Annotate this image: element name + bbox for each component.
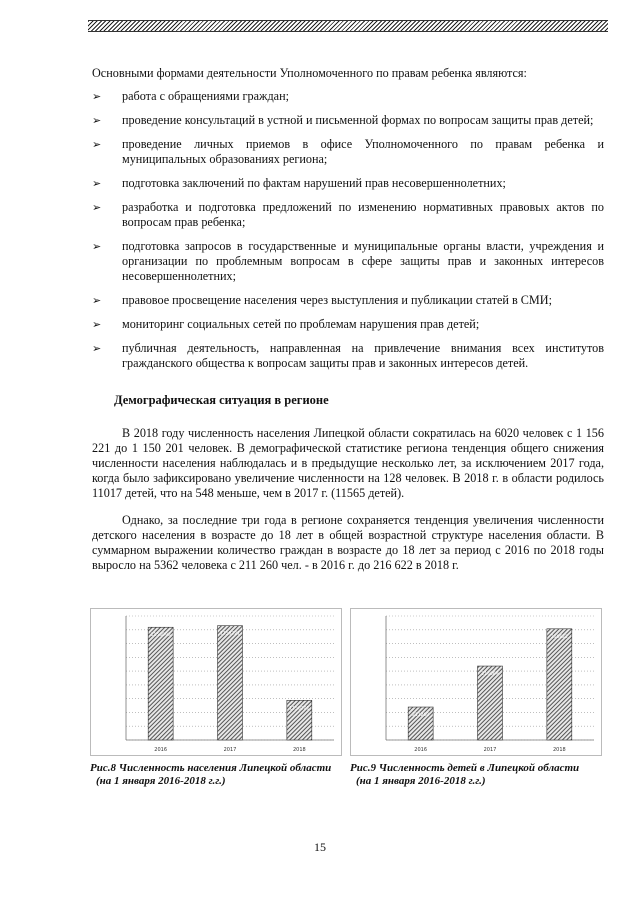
data-label: 214069: [481, 672, 499, 678]
category-label: 2016: [414, 747, 428, 753]
bar-2016: [408, 707, 433, 740]
children-bar-chart: [350, 608, 602, 756]
population-bar-chart: [90, 608, 342, 756]
figure-9-caption-line2: (на 1 января 2016-2018 г.г.): [356, 775, 486, 787]
bar-2018: [547, 629, 572, 740]
figure-8-caption-line1: Рис.8 Численность населения Липецкой области: [90, 762, 332, 774]
category-label: 2018: [292, 747, 306, 753]
list-item: ➢ публичная деятельность, направленная на привлечение внимания всех институтов гражданского общества к вопросам защиты прав и законных интересов детей.: [92, 341, 604, 370]
header-rule: [88, 20, 608, 32]
arrow-bullet-icon: ➢: [92, 114, 102, 127]
bar-2016: [148, 627, 173, 740]
category-label: 2017: [483, 747, 497, 753]
charts-row: [90, 608, 602, 808]
arrow-bullet-icon: ➢: [92, 240, 102, 253]
paragraph-children: Однако, за последние три года в регионе сохраняется тенденция увеличения численности детского населения в возрасте до 18 лет в общей возрастной структуре населения области. В суммарном выражении количество граждан в возрасте до 18 лет за период с 2016 по 2018 годы выросло на 5362 человека с 211 260 чел. - в 2016 г. до 216 622 в 2018 г.: [92, 513, 604, 572]
list-item: ➢ разработка и подготовка предложений по изменению нормативных правовых актов по вопросам прав ребенка;: [92, 200, 604, 229]
data-label: 1156093: [150, 633, 171, 639]
list-item: ➢ проведение консультаций в устной и письменной формах по вопросам защиты прав детей;: [92, 113, 594, 127]
list-item: ➢ подготовка заключений по фактам нарушений прав несовершеннолетних;: [92, 176, 506, 190]
category-label: 2018: [552, 747, 566, 753]
list-item: ➢ подготовка запросов в государственные и муниципальные органы власти, учреждения и организации по проблемным вопросам в сфере защиты прав и законных интересов несовершеннолетних;: [92, 239, 604, 283]
bar-2017: [218, 626, 243, 740]
category-label: 2016: [154, 747, 168, 753]
data-label: 1150201: [289, 706, 310, 712]
data-label: 1156221: [219, 631, 241, 637]
category-label: 2017: [223, 747, 237, 753]
page-body: [92, 66, 604, 585]
data-label: 211260: [412, 713, 430, 719]
list-item: ➢ правовое просвещение населения через выступления и публикации статей в СМИ;: [92, 293, 552, 307]
section-heading: Демографическая ситуация в регионе: [114, 393, 329, 407]
arrow-bullet-icon: ➢: [92, 318, 102, 331]
figure-9-caption: [350, 762, 602, 788]
arrow-bullet-icon: ➢: [92, 342, 102, 355]
figure-9-caption-line1: Рис.9 Численность детей в Липецкой области: [350, 762, 580, 774]
figure-8: [90, 608, 342, 788]
intro-text: Основными формами деятельности Уполномоченного по правам ребенка являются:: [92, 66, 527, 80]
arrow-bullet-icon: ➢: [92, 294, 102, 307]
bar-2017: [478, 666, 503, 740]
arrow-bullet-icon: ➢: [92, 90, 102, 103]
arrow-bullet-icon: ➢: [92, 138, 102, 151]
paragraph-population: В 2018 году численность населения Липецкой области сократилась на 6020 человек с 1 156 221 до 1 150 201 человек. В демографической статистике региона тенденция общего снижения численности населения наблюдалась и в предыдущие несколько лет, за исключением 2017 года, когда было зафиксировано увеличение численности на 128 человек. В 2018 г. в области родилось 11017 детей, что на 548 меньше, чем в 2017 г. (11565 детей).: [92, 426, 604, 500]
list-item: ➢ работа с обращениями граждан;: [92, 89, 289, 103]
list-item: ➢ проведение личных приемов в офисе Уполномоченного по правам ребенка и муниципальных образованиях региона;: [92, 137, 604, 166]
arrow-bullet-icon: ➢: [92, 177, 102, 190]
list-item: ➢ мониторинг социальных сетей по проблемам нарушения прав детей;: [92, 317, 480, 331]
page-number: 15: [314, 840, 326, 854]
arrow-bullet-icon: ➢: [92, 201, 102, 214]
activity-forms-list: [92, 89, 604, 371]
data-label: 216622: [550, 634, 568, 640]
figure-8-caption-line2: (на 1 января 2016-2018 г.г.): [96, 775, 226, 787]
figure-9: [350, 608, 602, 788]
figure-8-caption: [90, 762, 342, 788]
